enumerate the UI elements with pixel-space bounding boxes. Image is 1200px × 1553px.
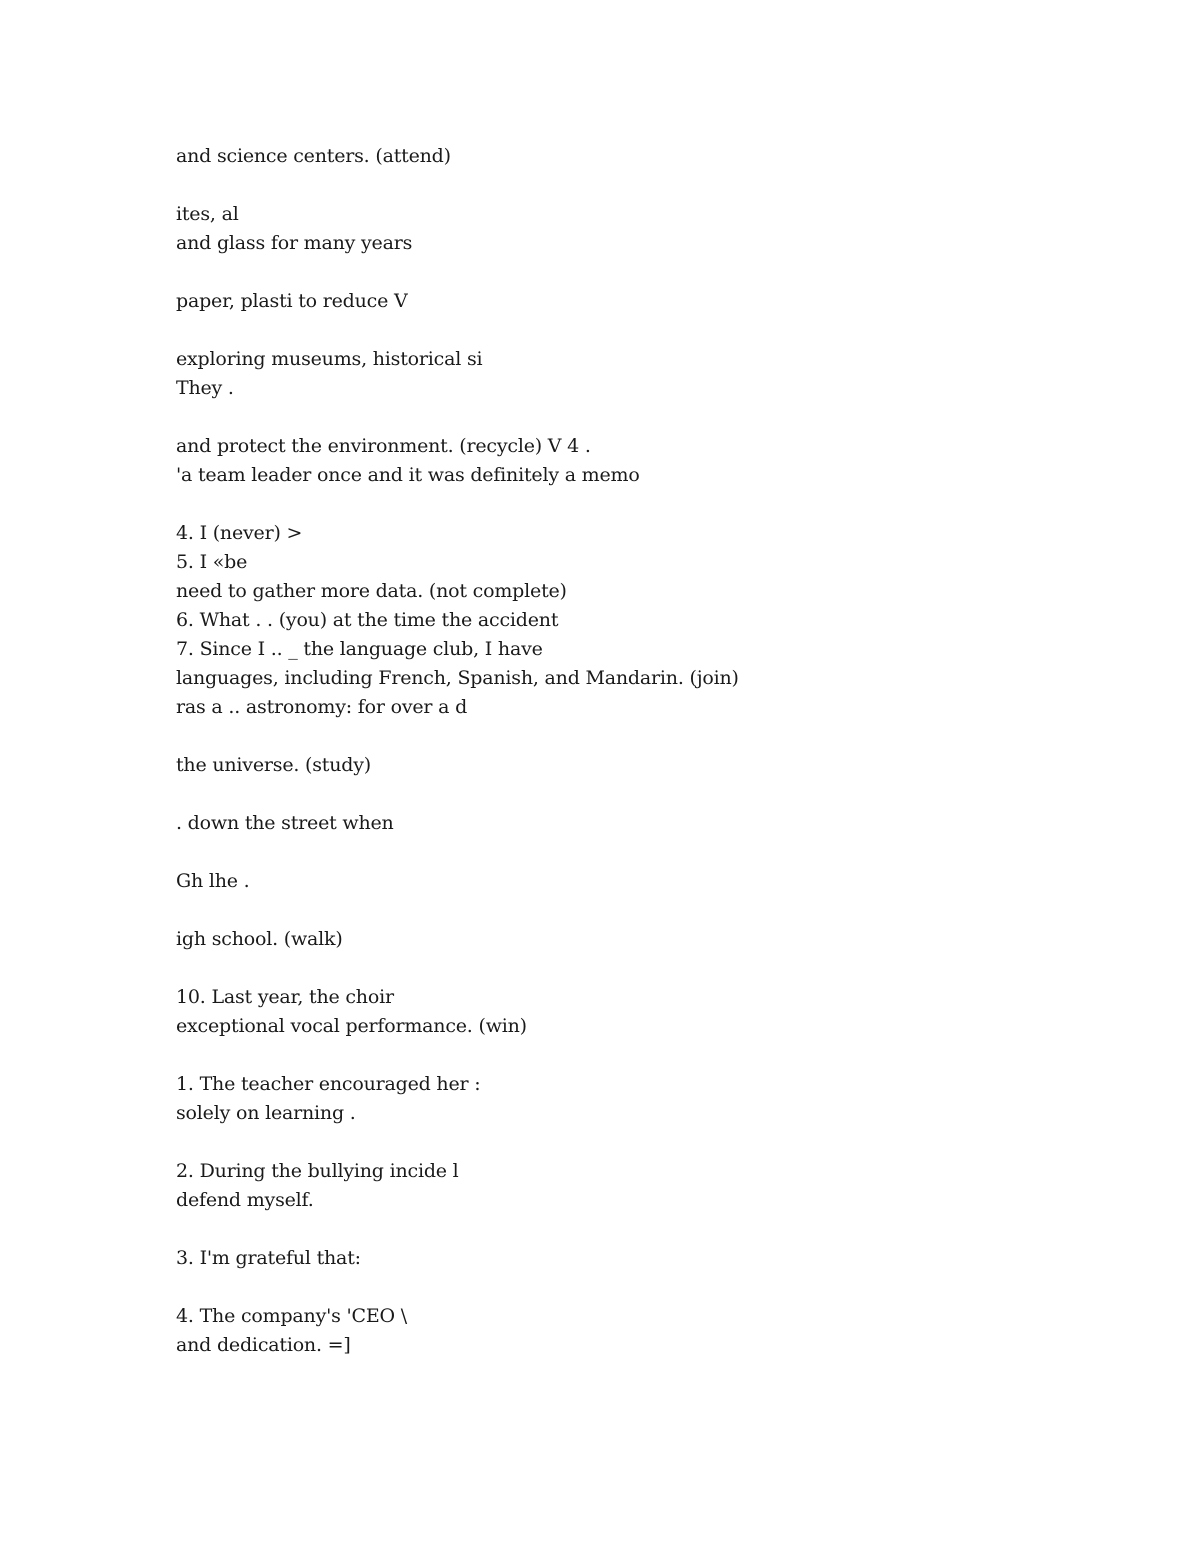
text-line: need to gather more data. (not complete) [176,580,567,602]
text-line: 10. Last year, the choir [176,986,394,1008]
text-line: paper, plasti to reduce V [176,290,408,312]
text-line: exceptional vocal performance. (win) [176,1015,527,1037]
text-line: 1. The teacher encouraged her : [176,1073,481,1095]
text-line: ras a .. astronomy: for over a d [176,696,468,718]
text-line: languages, including French, Spanish, and Mandarin. (join) [176,667,739,689]
text-line: 5. I «be [176,551,248,573]
text-line: ites, al [176,203,239,225]
text-line: 'a team leader once and it was definitely a memo [176,464,640,486]
text-line: igh school. (walk) [176,928,343,950]
text-line: the universe. (study) [176,754,371,776]
text-line: 3. I'm grateful that: [176,1247,361,1269]
text-line: 4. I (never) > [176,522,303,544]
text-line: solely on learning . [176,1102,356,1124]
text-line: defend myself. [176,1189,314,1211]
text-line: 2. During the bullying incide l [176,1160,459,1182]
text-line: . down the street when [176,812,394,834]
text-line: Gh lhe . [176,870,250,892]
text-line: They . [176,377,234,399]
text-line: 6. What . . (you) at the time the accident [176,609,559,631]
text-line: and glass for many years [176,232,413,254]
text-line: 7. Since I .. _ the language club, I have [176,638,543,660]
text-line: and dedication. =] [176,1334,351,1356]
text-line: 4. The company's 'CEO \ [176,1305,407,1327]
text-line: and protect the environment. (recycle) V 4 . [176,435,591,457]
text-line: and science centers. (attend) [176,145,451,167]
text-line: exploring museums, historical si [176,348,483,370]
